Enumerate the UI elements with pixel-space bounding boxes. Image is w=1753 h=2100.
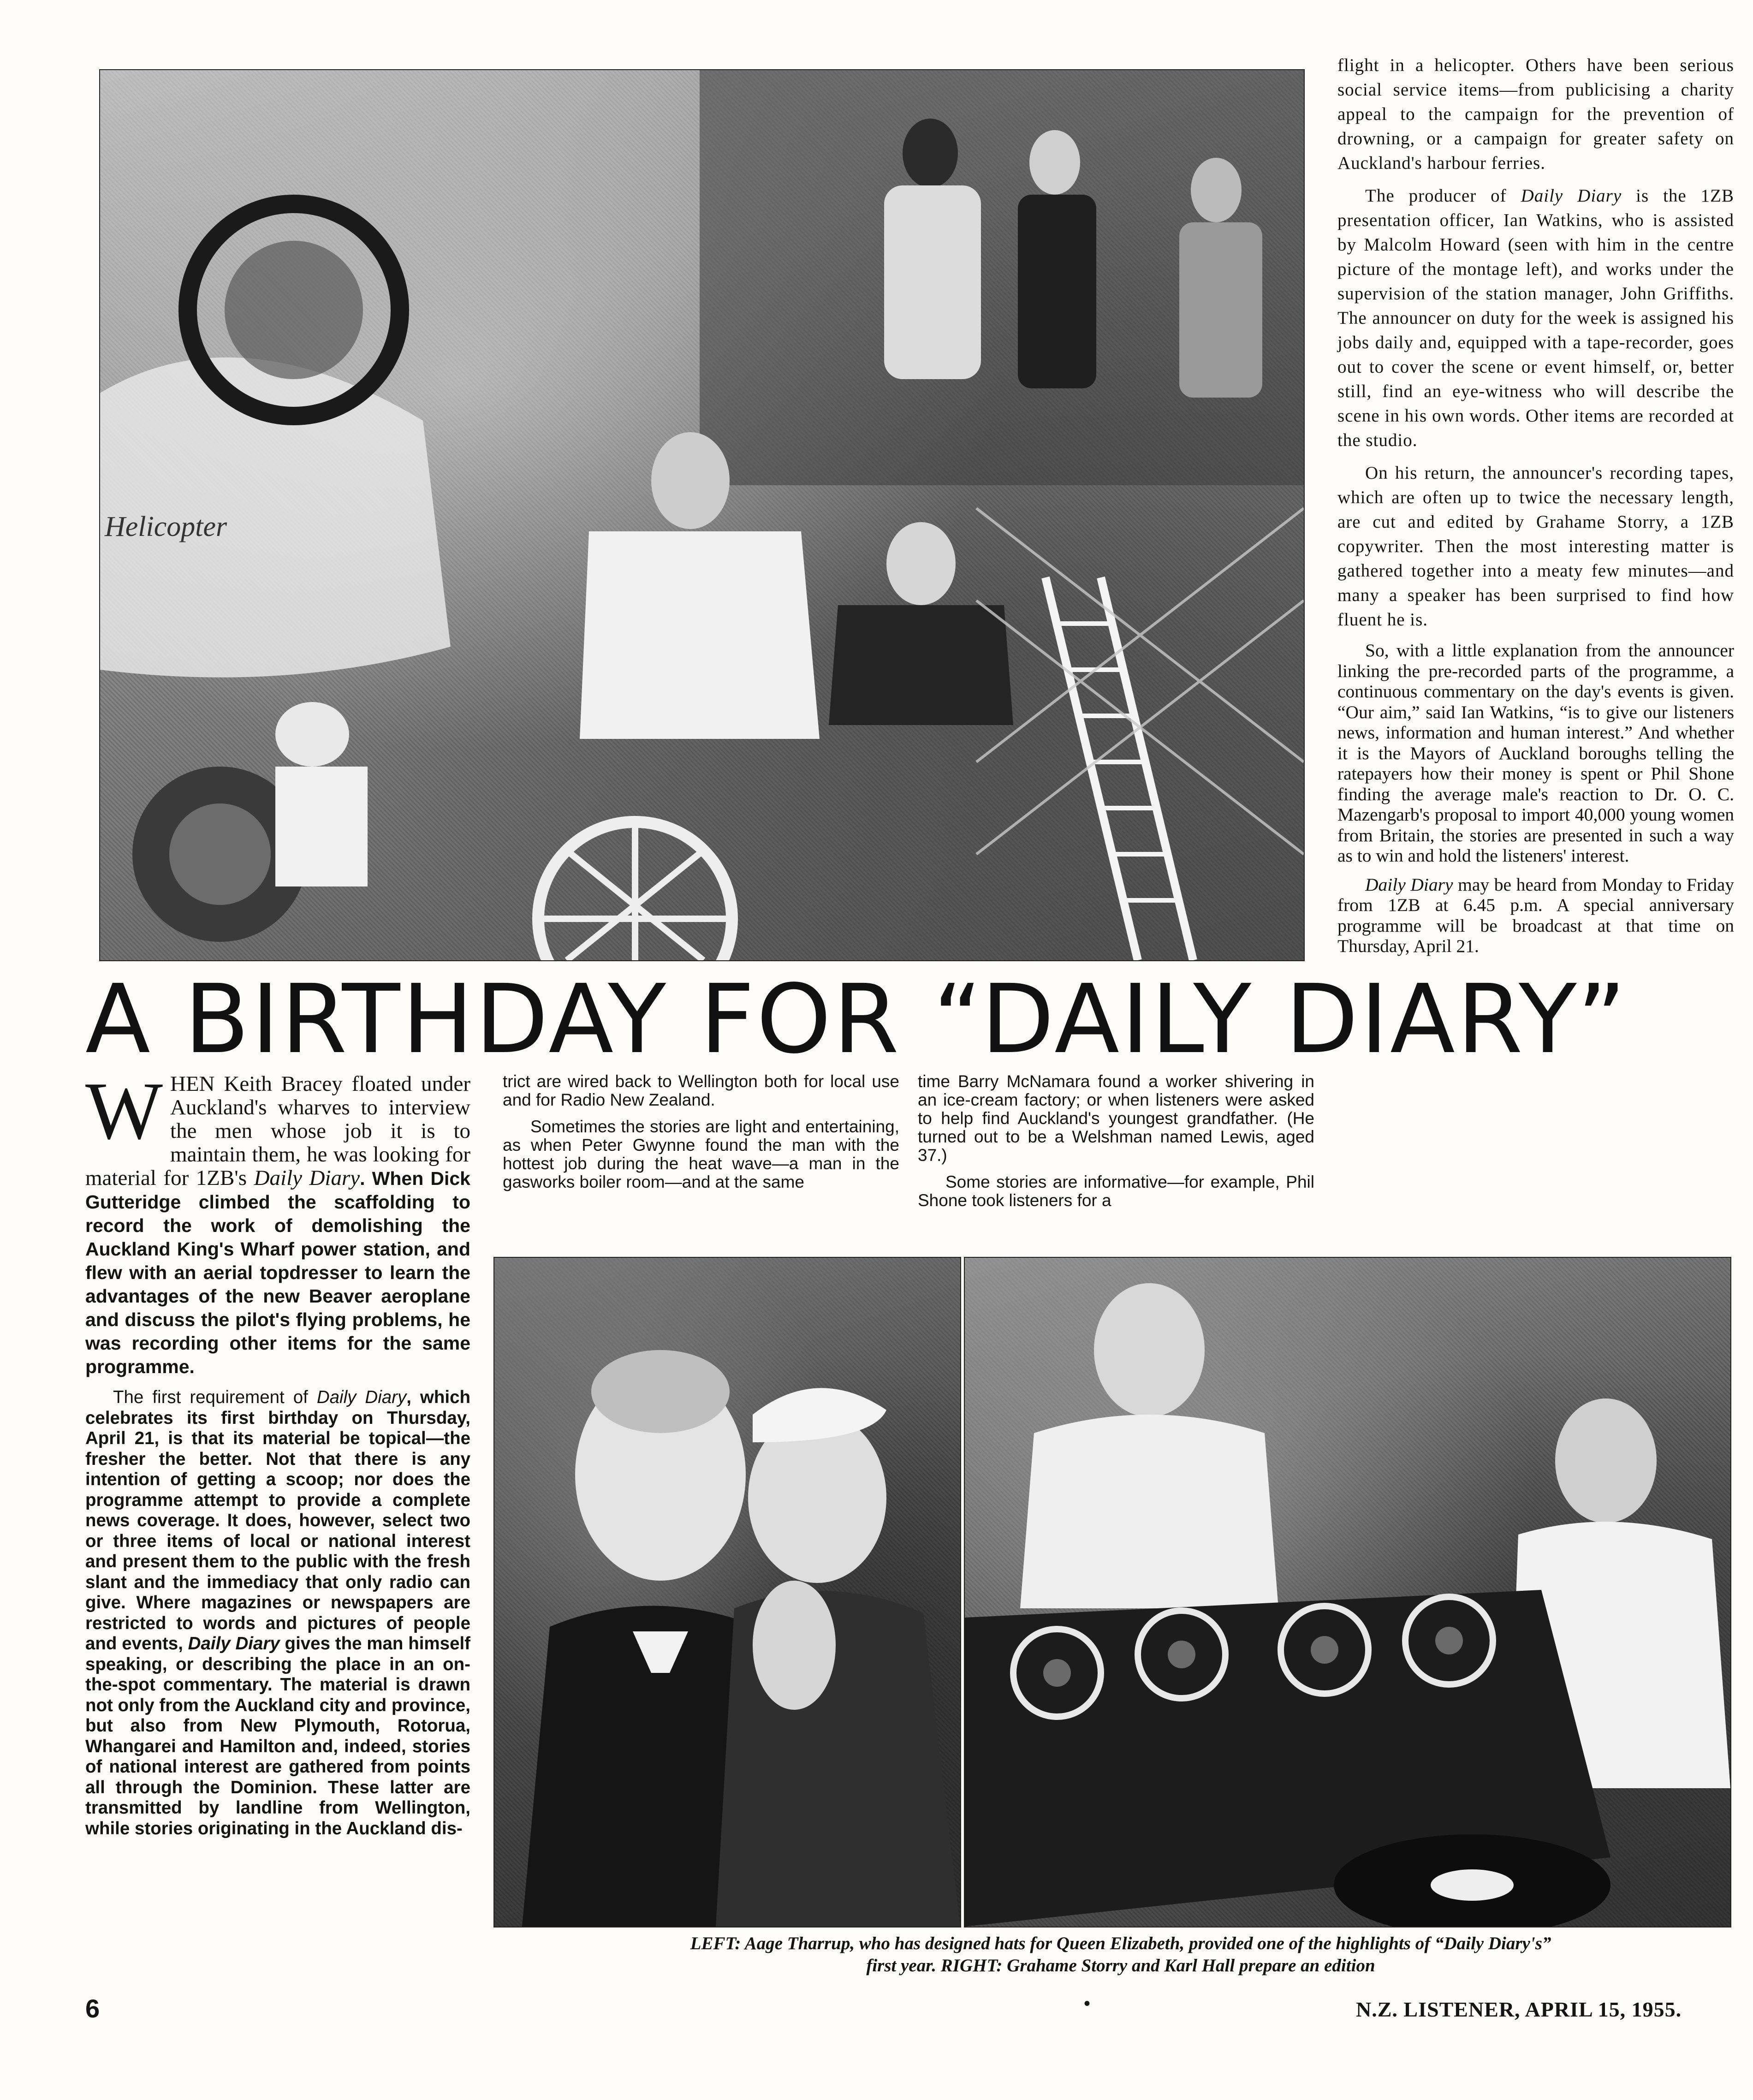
right-paragraph-2: The producer of Daily Diary is the 1ZB presentation officer, Ian Watkins, who is assisted by Malcolm Howard (seen with him in the centre picture of the montage left), and works under the supervision of the station manager, John Griffiths. The announcer on duty for the week is assigned his jobs daily and, equipped with a tape-recorder, goes out to cover the scene or event himself, or, better still, find an eye-witness who will describe the scene in his own words. Other items are recorded at the studio.: [1337, 186, 1734, 450]
right-paragraph-4: So, with a little explanation from the announcer linking the pre-recorded parts of the programme, a continuous commentary on the day's events is given. “Our aim,” said Ian Watkins, “is to give our listeners news, information and human interest.” And whether it is the Mayors of Auckland boroughs telling the ratepayers how their money is spent or Phil Shone finding the average male's reaction to Dr. O. C. Mazengarb's proposal to import 40,000 young women from Britain, the stories are presented in such a way as to win and hold the listeners' interest.: [1337, 640, 1734, 866]
col2-paragraph-1: trict are wired back to Wellington both for local use and for Radio New Zealand.: [503, 1072, 899, 1109]
lead-show-name: Daily Diary: [254, 1166, 360, 1190]
montage-photo: [99, 69, 1305, 961]
photo-caption: [510, 1933, 1732, 1977]
storry-hall-photo: [964, 1257, 1731, 1927]
headline: A BIRTHDAY FOR “DAILY DIARY”: [85, 964, 1628, 1075]
col3-paragraph-2: Some stories are informative—for example, Phil Shone took listeners for a: [918, 1172, 1314, 1210]
lead-paragraph: [85, 1065, 470, 1378]
drop-cap: W: [85, 1065, 163, 1156]
storry-hall-illustration: [965, 1258, 1730, 1927]
right-paragraph-3: On his return, the announcer's recording tapes, which are often up to twice the necessary length, are cut and edited by Grahame Storry, a 1ZB copywriter. Then the most interesting matter is gathered together into a meaty few minutes—and many a speaker has been surprised to find how fluent he is.: [1337, 463, 1734, 630]
right-paragraph-1: flight in a helicopter. Others have been serious social service items—from publicising a charity appeal to the campaign for the prevention of drowning, or a campaign for greater safety on Auckland's harbour ferries.: [1337, 55, 1734, 173]
helicopter-label: Helicopter: [105, 511, 227, 542]
col1-paragraph-2: The first requirement of Daily Diary, which celebrates its first birthday on Thursday, April 21, is that its material be topical—the fresher the better. Not that there is any intention of getting a scoop; nor does the programme attempt to provide a complete news coverage. It does, however, select two or three items of local or national interest and present them to the public with the fresh slant and the immediacy that only radio can give. Where magazines or newspapers are restricted to words and pictures of people and events, Daily Diary gives the man himself speaking, or describing the place in an on-the-spot commentary. The material is drawn not only from the Auckland city and province, but also from New Plymouth, Rotorua, Whangarei and Hamilton and, indeed, stories of national interest are gathered from points all through the Dominion. These latter are transmitted by landline from Wellington, while stories originating in the Auckland dis-: [85, 1387, 471, 1838]
col3-paragraph-1: time Barry McNamara found a worker shivering in an ice-cream factory; or when listeners were asked to help find Auckland's youngest grandfather. (He turned out to be a Welshman named Lewis, aged 37.): [918, 1072, 1314, 1165]
col2-paragraph-2: Sometimes the stories are light and entertaining, as when Peter Gwynne found the man with the hottest job during the heat wave—a man in the gasworks boiler room—and at the same: [503, 1117, 899, 1191]
article-column-1: [85, 1065, 471, 1839]
article-column-2: [503, 1072, 899, 1200]
page-number: 6: [85, 1994, 100, 2023]
caption-line-2: first year. RIGHT: Grahame Storry and Karl Hall prepare an edition: [866, 1956, 1375, 1975]
right-paragraph-5: Daily Diary may be heard from Monday to Friday from 1ZB at 6.45 p.m. A special anniversary programme will be broadcast at that time on Thursday, April 21.: [1337, 874, 1734, 956]
tharrup-illustration: [494, 1258, 960, 1927]
montage-illustration: [100, 70, 1304, 960]
caption-line-1: LEFT: Aage Tharrup, who has designed hats for Queen Elizabeth, provided one of the highlights of “Daily Diary's”: [690, 1933, 1551, 1953]
article-column-right: [1337, 53, 1734, 965]
lead-text-first: HEN Keith Bracey floated under Auckland's wharves to interview the men whose job it is to maintain them, he was looking for material for 1ZB's: [85, 1072, 470, 1190]
tharrup-photo: [493, 1257, 961, 1927]
lead-text-rest: . When Dick Gutteridge climbed the scaffolding to record the work of demolishing the Auckland King's Wharf power station, and flew with an aerial topdresser to learn the advantages of the new Beaver aeroplane and discuss the pilot's flying problems, he was recording other items for the same programme.: [85, 1168, 470, 1377]
article-column-3: [918, 1072, 1314, 1218]
footer-dot: •: [1084, 1993, 1091, 2014]
publication-footer: N.Z. LISTENER, APRIL 15, 1955.: [1356, 1998, 1682, 2021]
